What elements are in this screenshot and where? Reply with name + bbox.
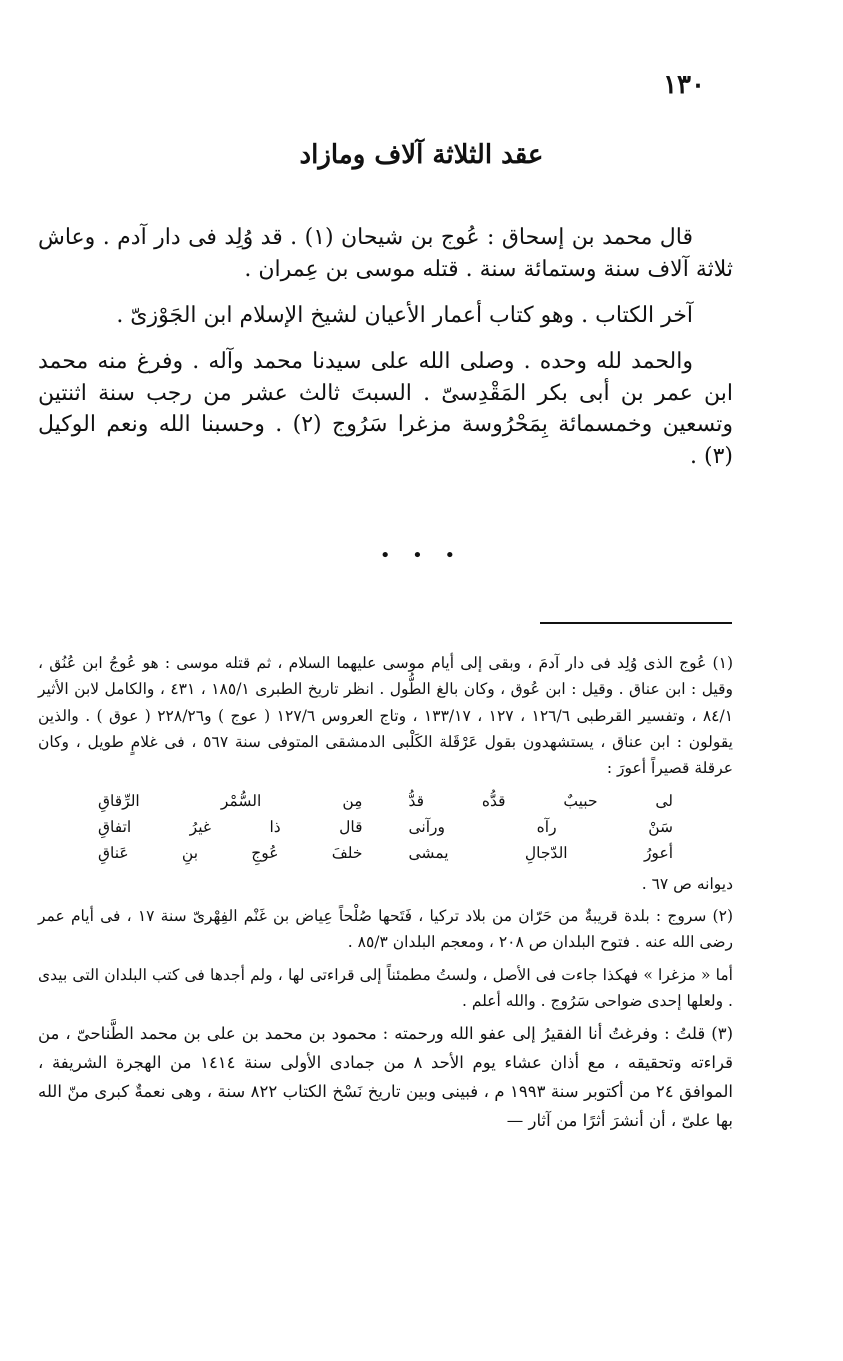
page-number: ١٣٠ xyxy=(663,70,705,100)
footnote-2-continuation: أما « مزغرا » فهكذا جاءت فى الأصل ، ولستُ مطمئناً إلى قراءتى لها ، ولم أجدها فى كتب البلدان التى بيدى . ولعلها إحدى ضواحى سَرُوج . والله أعلم . xyxy=(38,965,733,1011)
poem-hemistich: قال ذا غيرُ اتفاقِ xyxy=(98,818,363,837)
poem-hemistich: خلفَ عُوجِ بنِ عَناقِ xyxy=(98,844,363,863)
poem-line xyxy=(98,788,673,814)
poem-hemistich: أعورُ الدّجالِ يمشى xyxy=(408,844,673,863)
section-separator: • • • xyxy=(379,545,464,566)
poem-hemistich: مِن السُّمْر الرِّقاقِ xyxy=(98,791,363,810)
footnote-2: (٢) سروج : بلدة قريبةٌ من حَرّان من بلاد تركيا ، فَتَحها صُلْحاً عِياض بن غَنْم الفِهْرىّ سنة ١٧ ، فى أيام عمر رضى الله عنه . فتوح البلدان ص ٢٠٨ ، ومعجم البلدان ٨٥/٣ . xyxy=(38,907,733,952)
main-text xyxy=(38,222,733,487)
poem-line xyxy=(98,814,673,840)
footnotes xyxy=(38,650,733,1142)
paragraph-ouj: قال محمد بن إسحاق : عُوج بن شيحان (١) . قد وُلِد فى دار آدم . وعاش ثلاثة آلاف سنة وستمائة سنة . قتله موسى بن عِمران . xyxy=(38,225,733,282)
poem-line xyxy=(98,840,673,866)
paragraph-book-end: آخر الكتاب . وهو كتاب أعمار الأعيان لشيخ الإسلام ابن الجَوْزىّ . xyxy=(116,302,693,328)
paragraph-colophon: والحمد لله وحده . وصلى الله على سيدنا محمد وآله . وفرغ منه محمد ابن عمر بن أبى بكر المَقْدِسىّ . السبتَ ثالث عشر من رجب سنة اثنتين وتسعين وخمسمائة بِمَحْرُوسة مزغرا سَرُوج (٢) . وحسبنا الله ونعم الوكيل (٣) . xyxy=(38,348,733,470)
footnote-3: (٣) قلتُ : وفرغتُ أنا الفقيرُ إلى عفو الله ورحمته : محمود بن محمد بن على بن محمد الطَّناحىّ ، من قراءته وتحقيقه ، مع أذان عشاء يوم الأحد ٨ من جمادى الأولى سنة ١٤١٤ من الهجرة الشريفة ، الموافق ٢٤ من أكتوبر سنة ١٩٩٣ م ، فبينى وبين تاريخ نَسْخ الكتاب ٨٢٢ سنة ، وهى نعمةٌ كبرى منّ الله بها علىّ ، أن أنشرَ أثرًا من آثار — xyxy=(38,1024,734,1131)
poem-hemistich: لى حبيبٌ قدُّه قدُّ xyxy=(408,791,673,810)
poem-source: ديوانه ص ٦٧ . xyxy=(641,874,733,893)
poem-hemistich: سَنْ رآه ورآنى xyxy=(408,818,673,837)
poem xyxy=(98,788,673,867)
footnote-rule xyxy=(540,622,732,624)
chapter-title: عقد الثلاثة آلاف ومازاد xyxy=(299,140,544,170)
footnote-1: (١) عُوج الذى وُلِد فى دار آدمَ ، وبقى إلى أيام موسى عليهما السلام ، ثم قتله موسى : هو عُوجُ ابن عُنُق ، وقيل : ابن عناق . وقيل : ابن عُوق ، وكان بالغ الطُّول . انظر تاريخ الطبرى ١٨٥/١ ، ٤٣١ ، والكامل لابن الأثير ٨٤/١ ، وتفسير القرطبى ١٢٦/٦ ، ١٢٧ ، ١٣٣/١٧ ، وتاج العروس ١٢٧/٦ ( عوج ) و٢٢٨/٢٦ ( عوق ) . والذين يقولون : ابن عناق ، يستشهدون بقول عَرْقَلة الكَلْبى الدمشقى المتوفى سنة ٥٦٧ ، فى غلامٍ طويل ، وكان عرقلة قصيراً أعورَ : xyxy=(38,654,734,778)
